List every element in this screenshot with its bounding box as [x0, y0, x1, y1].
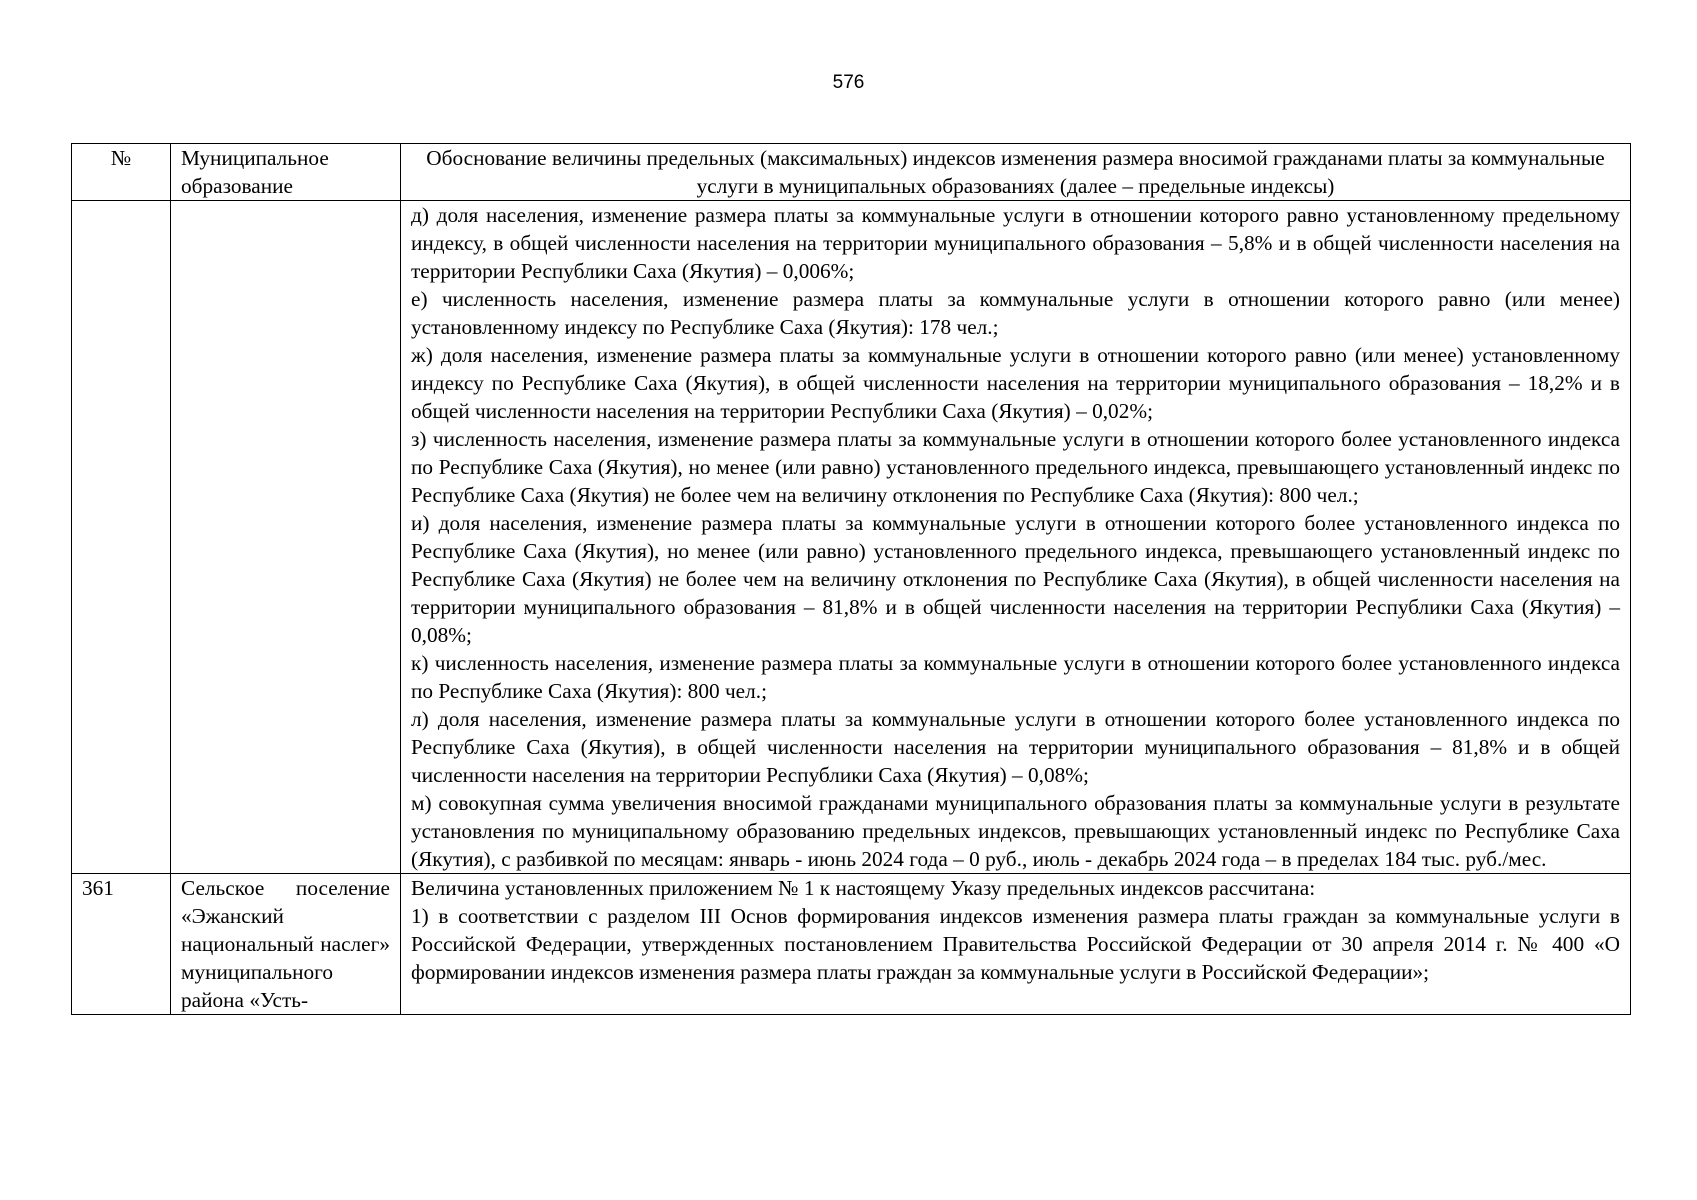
header-justification: Обоснование величины предельных (максимальных) индексов изменения размера вносимой гражданами платы за коммунальные услуги в муниципальных образованиях (далее – предельные индексы): [401, 144, 1631, 201]
indices-table: [71, 143, 1631, 1015]
paragraph-m: м) совокупная сумма увеличения вносимой гражданами муниципального образования платы за коммунальные услуги в результате установления по муниципальному образованию предельных индексов, превышающих установленный индекс по Республике Саха (Якутия), с разбивкой по месяцам: январь - июнь 2024 года – 0 руб., июль - декабрь 2024 года – в пределах 184 тыс. руб./мес.: [411, 791, 1620, 871]
paragraph-zh: ж) доля населения, изменение размера платы за коммунальные услуги в отношении которого равно (или менее) установленному индексу по Республике Саха (Якутия), в общей численности населения на территории муниципального образования – 18,2% и в общей численности населения на территории Республики Саха (Якутия) – 0,02%;: [411, 343, 1620, 423]
row-municipality: Сельское поселение «Эжанский национальный наслег» муниципального района «Усть-: [171, 874, 401, 1015]
paragraph-d: д) доля населения, изменение размера платы за коммунальные услуги в отношении которого равно установленному предельному индексу, в общей численности населения на территории муниципального образования – 5,8% и в общей численности населения на территории Республики Саха (Якутия) – 0,006%;: [411, 203, 1620, 283]
paragraph-e: е) численность населения, изменение размера платы за коммунальные услуги в отношении которого равно (или менее) установленному индексу по Республике Саха (Якутия): 178 чел.;: [411, 287, 1620, 339]
row-justification: [401, 874, 1631, 1015]
header-municipality: Муниципальное образование: [171, 144, 401, 201]
paragraph-intro: Величина установленных приложением № 1 к настоящему Указу предельных индексов рассчитана:: [411, 876, 1316, 900]
paragraph-k: к) численность населения, изменение размера платы за коммунальные услуги в отношении которого более установленного индекса по Республике Саха (Якутия): 800 чел.;: [411, 651, 1620, 703]
row-justification: [401, 201, 1631, 874]
row-number: 361: [72, 874, 171, 1015]
paragraph-l: л) доля населения, изменение размера платы за коммунальные услуги в отношении которого более установленного индекса по Республике Саха (Якутия), в общей численности населения на территории муниципального образования – 81,8% и в общей численности населения на территории Республики Саха (Якутия) – 0,08%;: [411, 707, 1620, 787]
paragraph-i: и) доля населения, изменение размера платы за коммунальные услуги в отношении которого более установленного индекса по Республике Саха (Якутия), но менее (или равно) установленного предельного индекса, превышающего установленный индекс по Республике Саха (Якутия) не более чем на величину отклонения по Республике Саха (Якутия), в общей численности населения на территории муниципального образования – 81,8% и в общей численности населения на территории Республики Саха (Якутия) – 0,08%;: [411, 511, 1620, 647]
row-number: [72, 201, 171, 874]
page-number: 576: [832, 72, 865, 93]
table-header-row: [72, 144, 1631, 201]
header-number: №: [72, 144, 171, 201]
row-municipality: [171, 201, 401, 874]
paragraph-z: з) численность населения, изменение размера платы за коммунальные услуги в отношении которого более установленного индекса по Республике Саха (Якутия), но менее (или равно) установленного предельного индекса, превышающего установленный индекс по Республике Саха (Якутия) не более чем на величину отклонения по Республике Саха (Якутия): 800 чел.;: [411, 427, 1620, 507]
table-row: [72, 874, 1631, 1015]
table-row: [72, 201, 1631, 874]
paragraph-1: 1) в соответствии с разделом III Основ формирования индексов изменения размера платы граждан за коммунальные услуги в Российской Федерации, утвержденных постановлением Правительства Российской Федерации от 30 апреля 2014 г. № 400 «О формировании индексов изменения размера платы граждан за коммунальные услуги в Российской Федерации»;: [411, 904, 1620, 984]
